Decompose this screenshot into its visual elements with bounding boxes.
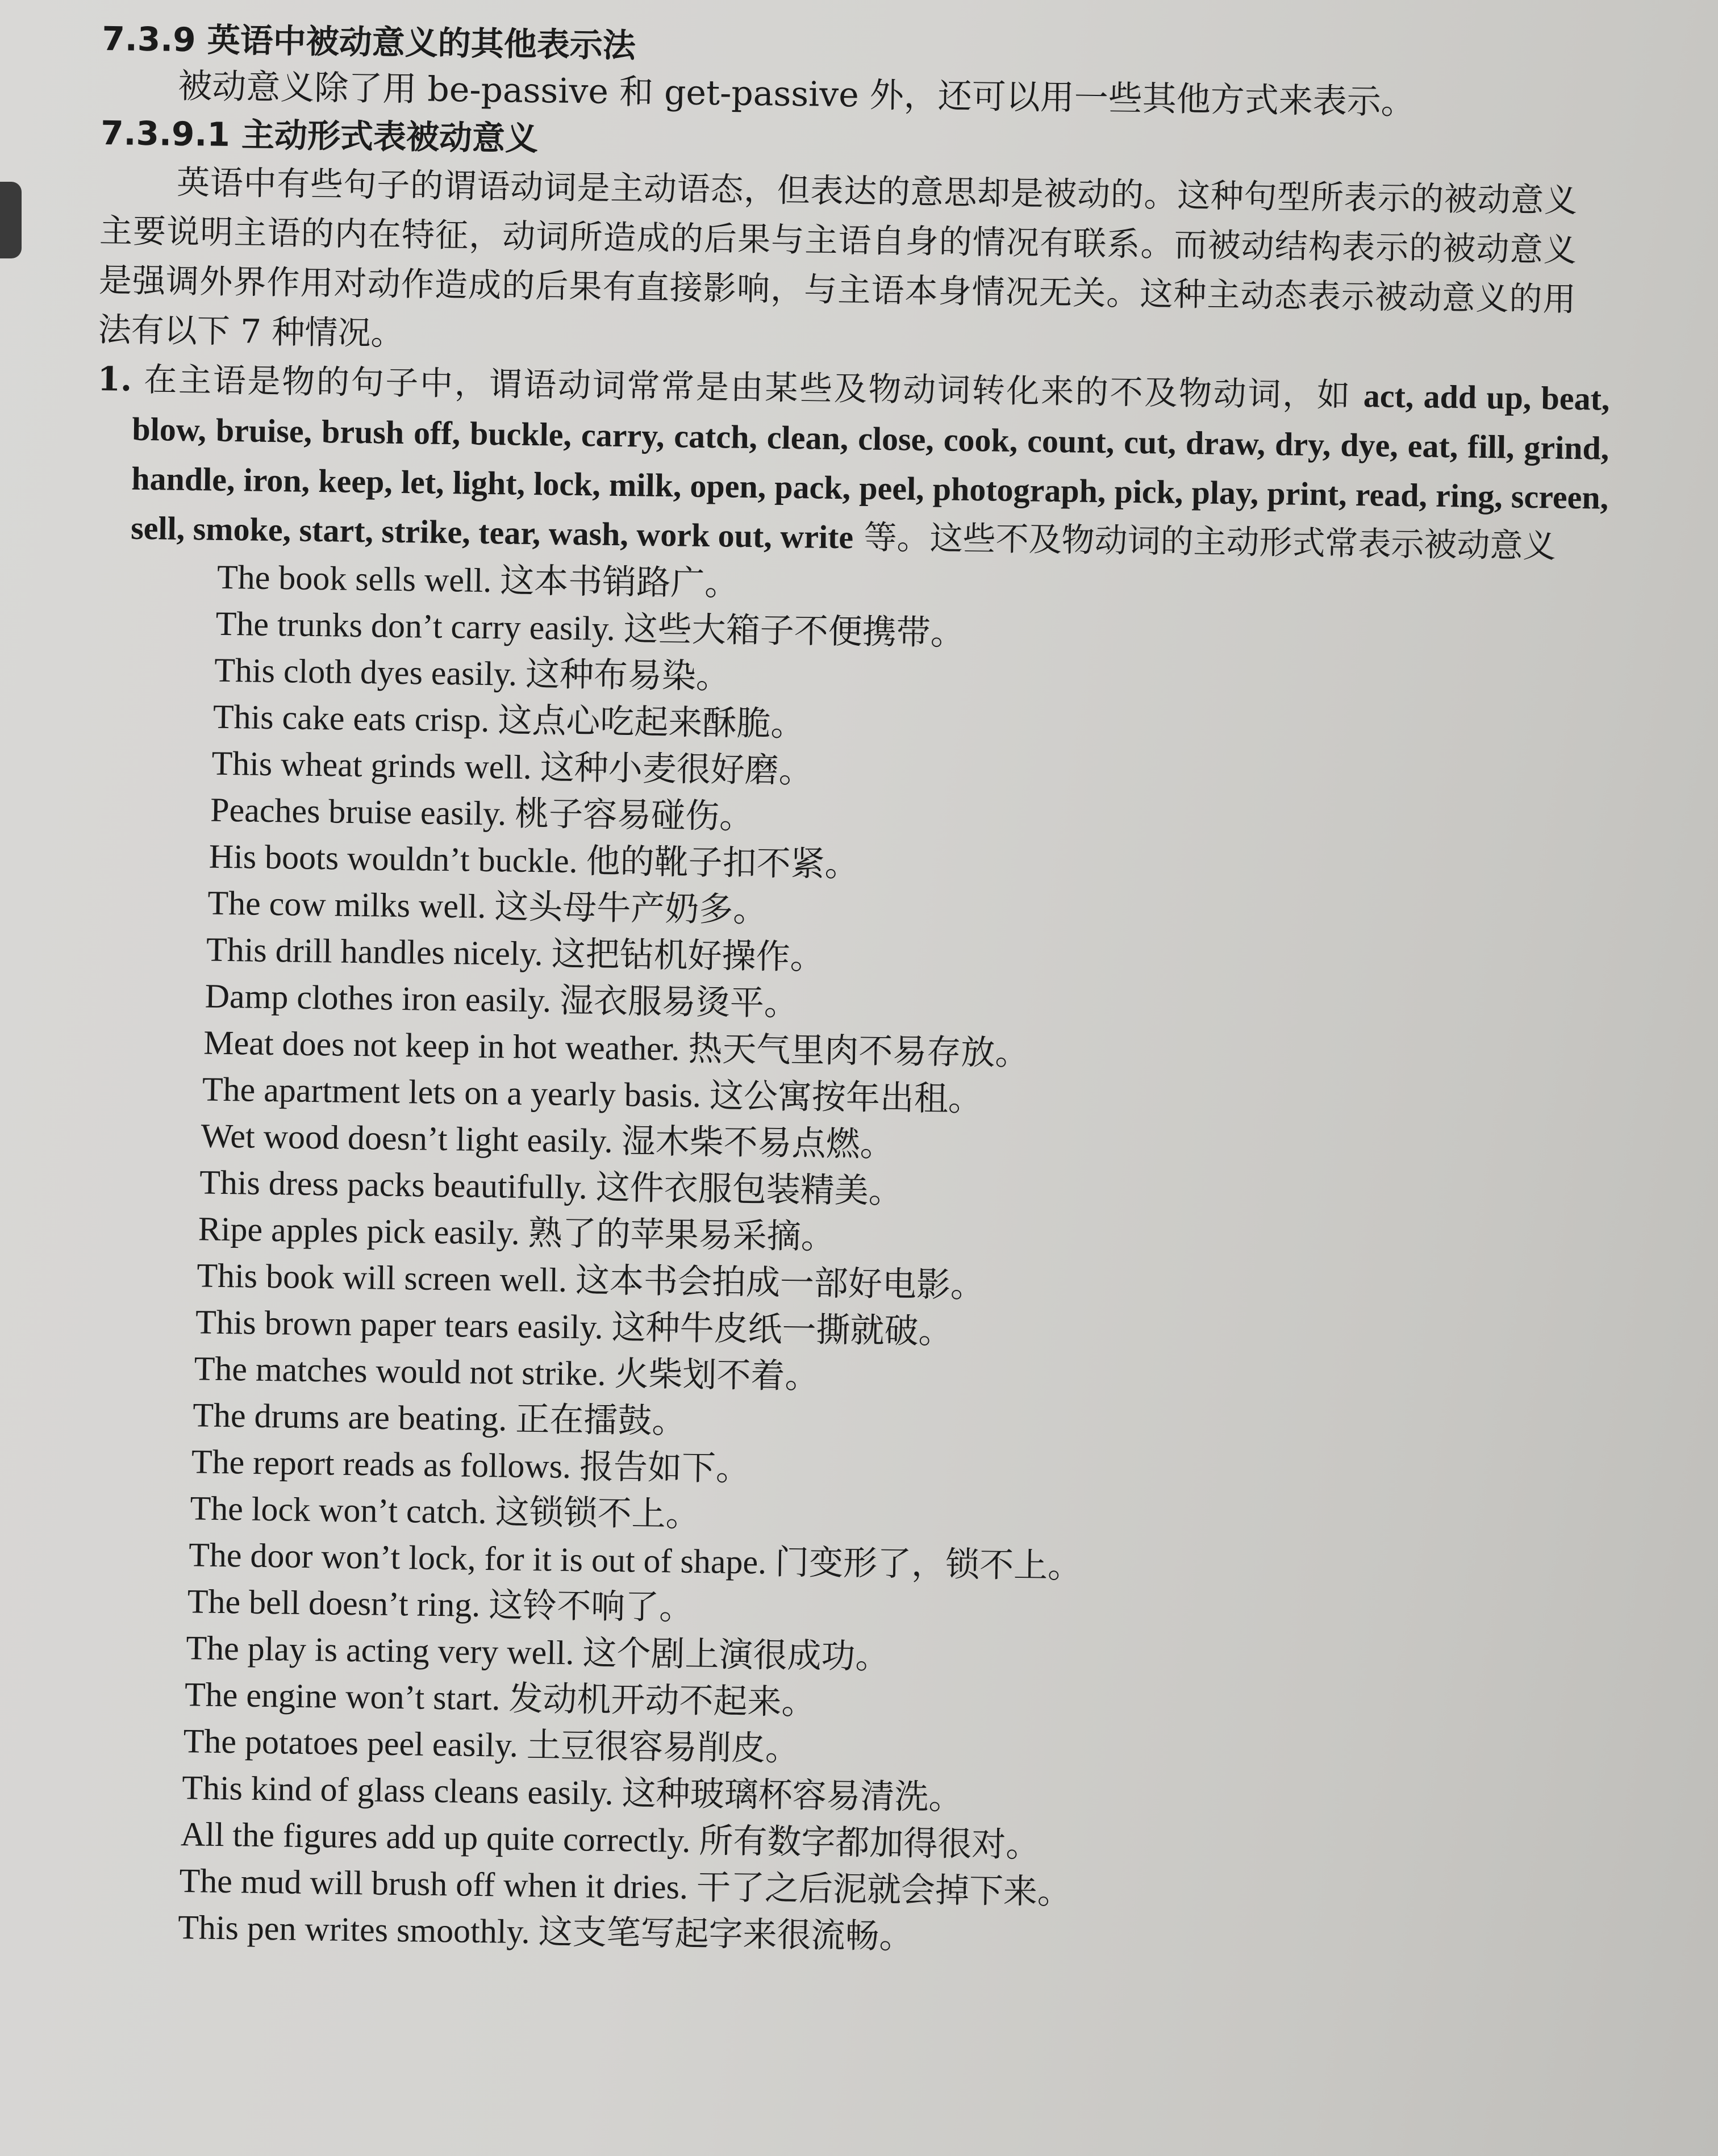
example-chinese: 这种牛皮纸一撕就破。 [611,1307,953,1352]
example-english: This kind of glass cleans easily. [181,1769,614,1812]
example-chinese: 所有数字都加得很对。 [698,1821,1040,1865]
page-content [77,16,1610,1969]
example-chinese: 这支笔写起字来很流畅。 [538,1912,914,1957]
example-chinese: 这把钻机好操作。 [551,934,825,977]
example-english: Peaches bruise easily. [210,791,507,833]
example-english: Damp clothes iron easily. [205,977,552,1019]
example-english: Wet wood doesn’t light easily. [201,1117,614,1160]
example-chinese: 他的靴子扣不紧。 [586,841,860,885]
example-english: This drill handles nicely. [206,930,544,973]
example-english: The lock won’t catch. [190,1489,487,1531]
point-1 [95,354,1610,572]
example-english: The play is acting very well. [186,1629,574,1672]
example-chinese: 桃子容易碰伤。 [514,793,754,837]
example-chinese: 这些大箱子不便携带。 [623,609,965,653]
example-english: This cake eats crisp. [212,697,490,739]
example-english: Ripe apples pick easily. [198,1210,520,1252]
example-english: The matches would not strike. [194,1349,606,1393]
example-chinese: 干了之后泥就会掉下来。 [696,1867,1072,1912]
example-chinese: 热天气里肉不易存放。 [687,1029,1029,1073]
point-number: 1. [97,359,132,399]
example-chinese: 这种玻璃杯容易清洗。 [622,1773,964,1818]
example-english: This wheat grinds well. [211,744,532,787]
example-english: This book will screen well. [197,1256,568,1299]
example-chinese: 这件衣服包装精美。 [595,1167,903,1211]
example-chinese: 这本书销路广。 [499,561,739,604]
point-text-before: 在主语是物的句子中，谓语动词常常是由某些及物动词转化来的不及物动词，如 [143,360,1352,415]
point-text-after: 等。这些不及物动词的主动形式常表示被动意义 [864,517,1556,566]
example-chinese: 土豆很容易削皮。 [526,1725,800,1769]
example-chinese: 这锁锁不上。 [495,1492,700,1535]
example-english: The door won’t lock, for it is out of shape. [188,1536,767,1581]
point-verb-list: act, add up, beat, blow, bruise, brush off, buckle, carry, catch, clean, close, cook, count, cut, draw, dry, dye, eat, fill, grind, handle, iron, keep, let, light, lock, milk, open, pack, peel, photograph, pick, play, print, read, ring, screen, sell, smoke, start, strike, tear, wash, work out, write [130,377,1610,556]
example-english: All the figures add up quite correctly. [180,1815,691,1860]
example-chinese: 这种布易染。 [525,654,731,697]
example-chinese: 熟了的苹果易采摘。 [528,1213,836,1257]
example-english: This pen writes smoothly. [177,1908,531,1951]
example-chinese: 报告如下。 [579,1447,750,1489]
example-chinese: 湿衣服易烫平。 [559,980,799,1024]
example-english: The drums are beating. [192,1396,507,1438]
example-list [77,552,1595,1969]
example-english: The cow milks well. [207,884,486,925]
example-chinese: 这铃不响了。 [488,1585,694,1628]
example-chinese: 这本书会拍成一部好电影。 [575,1260,985,1306]
example-chinese: 湿木柴不易点燃。 [621,1121,895,1165]
example-english: The potatoes peel easily. [183,1722,519,1764]
example-chinese: 这公寓按年出租。 [709,1076,983,1119]
example-english: This cloth dyes easily. [214,651,518,693]
example-english: Meat does not keep in hot weather. [203,1023,680,1068]
example-english: His boots wouldn’t buckle. [209,837,578,880]
example-chinese: 这点心吃起来酥脆。 [497,700,805,745]
example-chinese: 发动机开动不起来。 [508,1678,816,1723]
example-english: The bell doesn’t ring. [187,1582,481,1624]
example-english: The book sells well. [216,558,492,600]
example-chinese: 火柴划不着。 [614,1354,819,1397]
example-chinese: 正在擂鼓。 [515,1399,686,1441]
example-chinese: 这种小麦很好磨。 [540,747,814,791]
example-english: The report reads as follows. [191,1443,572,1486]
example-english: The trunks don’t carry easily. [215,604,616,647]
example-english: The mud will brush off when it dries. [179,1862,689,1906]
example-english: This brown paper tears easily. [195,1303,604,1346]
subsection-title: 7.3.9.1 主动形式表被动意义 [100,113,539,158]
lead-paragraph: 被动意义除了用 be-passive 和 get-passive 外，还可以用一些其他方式来表示。 [177,66,1416,123]
example-english: The apartment lets on a yearly basis. [202,1070,702,1114]
example-english: The engine won’t start. [184,1676,501,1718]
section-title: 7.3.9 英语中被动意义的其他表示法 [102,19,636,65]
example-chinese: 门变形了，锁不上。 [774,1542,1082,1586]
page-edge-tab [0,182,22,258]
intro-paragraph: 英语中有些句子的谓语动词是主动语态，但表达的意思却是被动的。这种句型所表示的被动意义主要说明主语的内在特征，动词所造成的后果与主语自身的情况有联系。而被动结构表示的被动意义是强调外界作用对动作造成的后果有直接影响，与主语本身情况无关。这种主动态表示被动意义的用法有以下 7 种情况。 [98,162,1578,353]
example-chinese: 这个剧上演很成功。 [582,1633,890,1677]
example-english: This dress packs beautifully. [199,1163,588,1206]
example-chinese: 这头母牛产奶多。 [494,887,768,930]
